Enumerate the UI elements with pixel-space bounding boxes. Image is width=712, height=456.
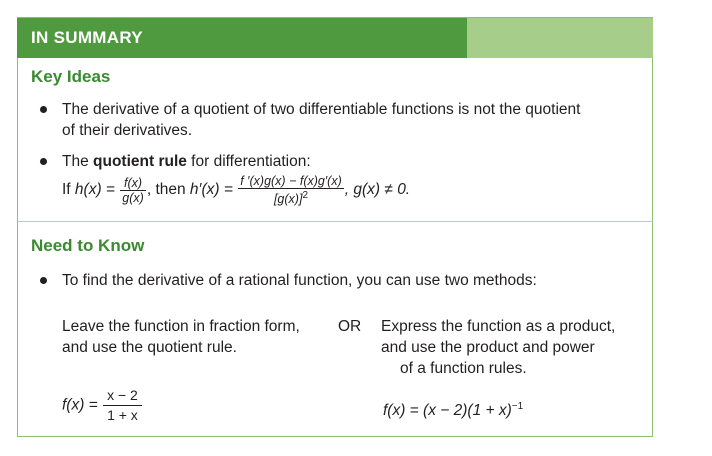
quotient-rule-formula (62, 174, 410, 206)
fraction-f-over-g (120, 176, 146, 205)
need-to-know-heading: Need to Know (31, 236, 145, 255)
fraction-numerator: x − 2 (103, 386, 142, 406)
rational-fraction (103, 386, 142, 425)
formula-hprime: h′(x) = (189, 181, 233, 199)
summary-header (17, 18, 653, 58)
left-method-line1: Leave the function in fraction form, (62, 318, 300, 335)
formula-lhs: h(x) = (74, 181, 115, 199)
fraction-numerator: f ′(x)g(x) − f(x)g′(x) (240, 174, 342, 188)
bullet-dot (40, 158, 47, 165)
need-to-know-bullet: To find the derivative of a rational function, you can use two methods: (62, 272, 537, 289)
fraction-denominator: 1 + x (107, 407, 138, 423)
fraction-denominator (238, 189, 344, 206)
product-form-formula (383, 396, 523, 421)
or-label: OR (338, 318, 362, 335)
key-idea-2-intro (62, 151, 311, 172)
quotient-rule-fraction (238, 174, 344, 206)
quotient-rule-term: quotient rule (93, 153, 187, 170)
right-method-line2: and use the product and power (381, 339, 595, 356)
product-formula-main: f(x) = (x − 2)(1 + x) (383, 402, 512, 420)
summary-frame (17, 17, 653, 437)
fraction-form-formula (62, 386, 143, 425)
bullet-dot (40, 106, 47, 113)
formula-then: , then (146, 181, 190, 199)
section-divider (17, 221, 653, 222)
header-dark-band (17, 18, 467, 58)
formula-if: If (62, 181, 75, 199)
header-light-band (467, 18, 653, 58)
denominator-base: [g(x)] (273, 192, 303, 207)
fraction-denominator: g(x) (122, 190, 144, 205)
bullet-dot (40, 277, 47, 284)
product-formula-exponent: −1 (511, 401, 524, 412)
header-title: IN SUMMARY (31, 28, 143, 47)
intro-post: for differentiation: (186, 153, 311, 170)
right-method-line1: Express the function as a product, (381, 318, 616, 335)
denominator-exponent: 2 (302, 190, 308, 201)
fraction-numerator: f(x) (120, 176, 146, 191)
formula-lhs: f(x) = (62, 396, 98, 414)
left-method-line2: and use the quotient rule. (62, 339, 237, 356)
formula-condition: , g(x) ≠ 0. (344, 181, 411, 199)
intro-pre: The (62, 153, 94, 170)
key-idea-1-line2: of their derivatives. (62, 122, 193, 139)
key-idea-1-line1: The derivative of a quotient of two differentiable functions is not the quotient (62, 101, 581, 118)
key-ideas-heading: Key Ideas (31, 67, 111, 86)
right-method-line3: of a function rules. (400, 360, 527, 377)
